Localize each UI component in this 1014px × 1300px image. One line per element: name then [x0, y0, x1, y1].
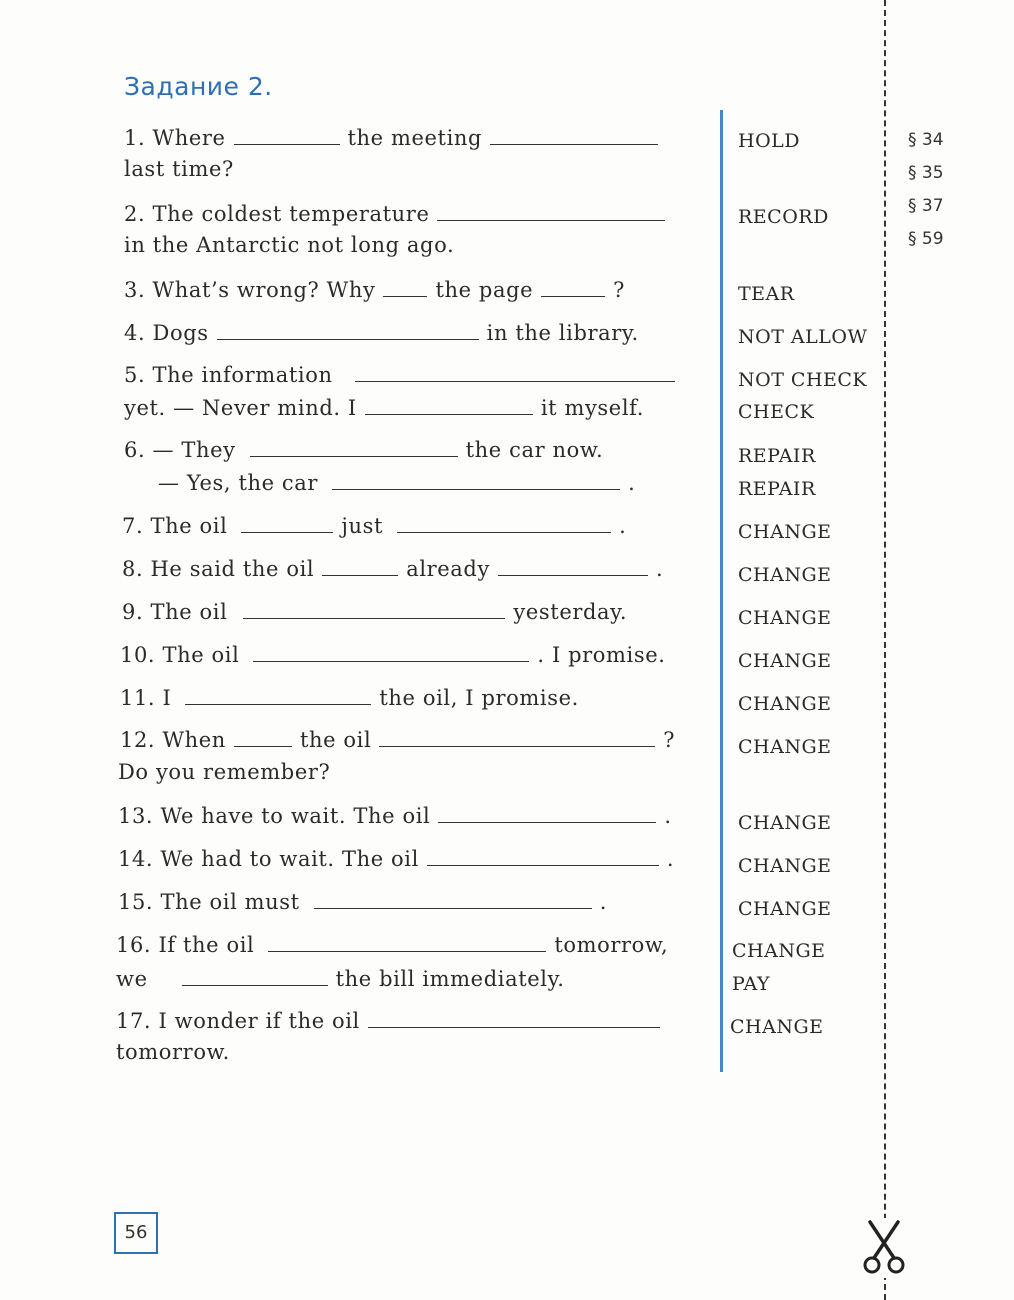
sentence-1-line-1: 1. Where the meeting — [124, 122, 666, 152]
answer-blank[interactable] — [182, 963, 328, 986]
answer-blank[interactable] — [250, 434, 458, 457]
sentence-14: 14. We had to wait. The oil . — [118, 843, 674, 873]
sentence-16-line-1: 16. If the oil tomorrow, — [116, 929, 668, 959]
answer-blank[interactable] — [332, 467, 620, 490]
column-divider — [720, 110, 723, 1072]
verb-hint: CHANGE — [738, 812, 832, 834]
answer-blank[interactable] — [368, 1005, 660, 1028]
sentence-2-line-2: in the Antarctic not long ago. — [124, 233, 455, 257]
sentence-13: 13. We have to wait. The oil . — [118, 800, 672, 830]
answer-blank[interactable] — [314, 886, 592, 909]
verb-hint: NOT CHECK — [738, 369, 868, 391]
sentence-1-line-2: last time? — [124, 157, 234, 181]
sentence-11: 11. I the oil, I promise. — [120, 682, 579, 712]
verb-hint: CHANGE — [738, 736, 832, 758]
answer-blank[interactable] — [241, 510, 333, 533]
verb-hint: HOLD — [738, 130, 800, 152]
verb-hint: CHANGE — [738, 693, 832, 715]
sentence-15: 15. The oil must . — [118, 886, 607, 916]
answer-blank[interactable] — [383, 274, 427, 297]
verb-hint: PAY — [732, 973, 771, 995]
answer-blank[interactable] — [490, 122, 658, 145]
verb-hint: CHANGE — [738, 855, 832, 877]
verb-hint: CHANGE — [730, 1016, 824, 1038]
answer-blank[interactable] — [234, 122, 340, 145]
sentence-8: 8. He said the oil already . — [122, 553, 663, 583]
answer-blank[interactable] — [437, 198, 665, 221]
sentence-5-line-1: 5. The information — [124, 359, 683, 389]
exercise-title: Задание 2. — [124, 72, 273, 101]
answer-blank[interactable] — [427, 843, 659, 866]
answer-blank[interactable] — [397, 510, 611, 533]
cut-line — [884, 0, 886, 1300]
reference-item: § 35 — [908, 163, 944, 183]
sentence-16-line-2: we the bill immediately. — [116, 963, 565, 993]
answer-blank[interactable] — [322, 553, 398, 576]
verb-hint: CHECK — [738, 401, 815, 423]
verb-hint: CHANGE — [738, 650, 832, 672]
scissors-icon — [858, 1218, 910, 1278]
sentence-9: 9. The oil yesterday. — [122, 596, 627, 626]
sentence-2-line-1: 2. The coldest temperature — [124, 198, 673, 228]
sentence-5-line-2: yet. — Never mind. I it myself. — [124, 392, 644, 422]
verb-hint: RECORD — [738, 206, 829, 228]
sentence-6-line-1: 6. — They the car now. — [124, 434, 603, 464]
answer-blank[interactable] — [243, 596, 505, 619]
answer-blank[interactable] — [365, 392, 533, 415]
verb-hint: CHANGE — [738, 607, 832, 629]
sentence-7: 7. The oil just . — [122, 510, 626, 540]
answer-blank[interactable] — [355, 359, 675, 382]
answer-blank[interactable] — [217, 317, 479, 340]
answer-blank[interactable] — [253, 639, 529, 662]
answer-blank[interactable] — [268, 929, 546, 952]
grammar-references — [908, 128, 944, 260]
answer-blank[interactable] — [234, 724, 292, 747]
verb-hint: TEAR — [738, 283, 795, 305]
answer-blank[interactable] — [379, 724, 655, 747]
sentence-17-line-2: tomorrow. — [116, 1040, 230, 1064]
answer-blank[interactable] — [438, 800, 656, 823]
sentence-12-line-1: 12. When the oil ? — [120, 724, 675, 754]
verb-hint: CHANGE — [738, 564, 832, 586]
sentence-17-line-1: 17. I wonder if the oil — [116, 1005, 668, 1035]
verb-hint: CHANGE — [738, 521, 832, 543]
sentence-6-line-2: — Yes, the car . — [158, 467, 635, 497]
reference-item: § 34 — [908, 130, 944, 150]
verb-hint: CHANGE — [732, 940, 826, 962]
answer-blank[interactable] — [498, 553, 648, 576]
answer-blank[interactable] — [185, 682, 371, 705]
verb-hint: NOT ALLOW — [738, 326, 868, 348]
sentence-4: 4. Dogs in the library. — [124, 317, 639, 347]
answer-blank[interactable] — [541, 274, 605, 297]
sentence-3: 3. What’s wrong? Why the page ? — [124, 274, 625, 304]
page-number: 56 — [114, 1212, 158, 1254]
reference-item: § 37 — [908, 196, 944, 216]
sentence-10: 10. The oil . I promise. — [120, 639, 666, 669]
verb-hint: REPAIR — [738, 445, 816, 467]
verb-hint: REPAIR — [738, 478, 816, 500]
verb-hint: CHANGE — [738, 898, 832, 920]
sentence-12-line-2: Do you remember? — [118, 760, 331, 784]
reference-item: § 59 — [908, 229, 944, 249]
